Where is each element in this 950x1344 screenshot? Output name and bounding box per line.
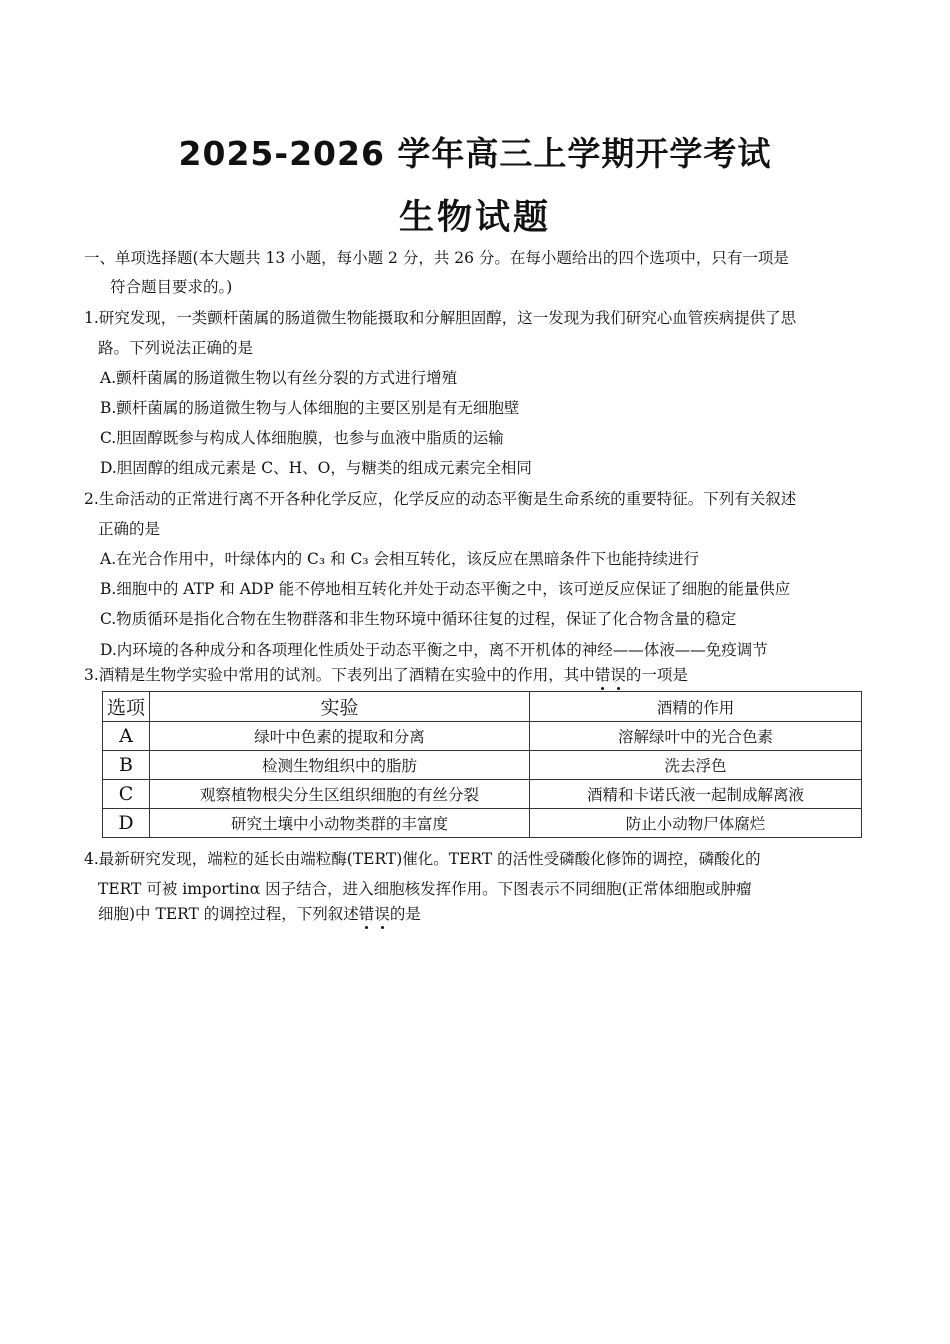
table-row	[103, 780, 862, 809]
q2-option-a: A.在光合作用中，叶绿体内的 C₃ 和 C₃ 会相互转化，该反应在黑暗条件下也能持续进行	[100, 550, 699, 568]
table-cell: 防止小动物尸体腐烂	[530, 809, 862, 838]
table-row	[103, 722, 862, 751]
table-cell: 酒精和卡诺氏液一起制成解离液	[530, 780, 862, 809]
q2-stem-line1: 2.生命活动的正常进行离不开各种化学反应，化学反应的动态平衡是生命系统的重要特征。下列有关叙述	[84, 490, 797, 508]
q4-stem-line2: TERT 可被 importinα 因子结合，进入细胞核发挥作用。下图表示不同细胞(正常体细胞或肿瘤	[98, 880, 752, 898]
table-cell: 溶解绿叶中的光合色素	[530, 722, 862, 751]
table-row	[103, 751, 862, 780]
table-header-cell: 选项	[103, 692, 150, 722]
q1-option-d: D.胆固醇的组成元素是 C、H、O，与糖类的组成元素完全相同	[100, 459, 532, 477]
table-cell: 检测生物组织中的脂肪	[149, 751, 529, 780]
q3-stem-prefix: 3.酒精是生物学实验中常用的试剂。下表列出了酒精在实验中的作用，其中	[84, 666, 595, 684]
table-header-cell: 酒精的作用	[530, 692, 862, 722]
table-cell: 洗去浮色	[530, 751, 862, 780]
q4-stem-suffix: 的是	[389, 905, 421, 923]
q4-stem-line3	[98, 904, 421, 924]
q1-option-c: C.胆固醇既参与构成人体细胞膜，也参与血液中脂质的运输	[100, 429, 504, 447]
table-header-row	[103, 692, 862, 722]
exam-title: 2025-2026 学年高三上学期开学考试	[178, 134, 772, 173]
subject-title: 生物试题	[398, 198, 551, 238]
q3-stem-suffix: 的一项是	[625, 666, 688, 684]
q4-stem-line1: 4.最新研究发现，端粒的延长由端粒酶(TERT)催化。TERT 的活性受磷酸化修饰的调控，磷酸化的	[84, 850, 761, 868]
table-cell: 绿叶中色素的提取和分离	[149, 722, 529, 751]
q3-emphasis-char: 错	[594, 666, 611, 684]
q4-emphasis-char: 错	[358, 905, 375, 923]
q2-option-b: B.细胞中的 ATP 和 ADP 能不停地相互转化并处于动态平衡之中，该可逆反应保证了细胞的能量供应	[100, 580, 791, 598]
table-cell: A	[103, 722, 150, 751]
q1-option-a: A.颤杆菌属的肠道微生物以有丝分裂的方式进行增殖	[100, 369, 458, 387]
table-row	[103, 809, 862, 838]
q1-stem-line2: 路。下列说法正确的是	[98, 339, 254, 357]
table-cell: B	[103, 751, 150, 780]
q1-option-b: B.颤杆菌属的肠道微生物与人体细胞的主要区别是有无细胞壁	[100, 399, 520, 417]
table-header-cell: 实验	[149, 692, 529, 722]
section-instruction-line1: 一、单项选择题(本大题共 13 小题，每小题 2 分，共 26 分。在每小题给出的四个选项中，只有一项是	[84, 249, 789, 267]
q4-stem-prefix: 细胞)中 TERT 的调控过程，下列叙述	[98, 905, 359, 923]
table-cell: 研究土壤中小动物类群的丰富度	[149, 809, 529, 838]
table-cell: D	[103, 809, 150, 838]
q1-stem-line1: 1.研究发现，一类颤杆菌属的肠道微生物能摄取和分解胆固醇，这一发现为我们研究心血管疾病提供了思	[84, 309, 797, 327]
q4-emphasis-char: 误	[374, 905, 390, 923]
q2-option-d: D.内环境的各种成分和各项理化性质处于动态平衡之中，离不开机体的神经——体液——免疫调节	[100, 641, 768, 659]
q3-stem	[84, 665, 688, 685]
q2-stem-line2: 正确的是	[98, 520, 161, 538]
table-cell: C	[103, 780, 150, 809]
q3-table	[102, 691, 862, 838]
q3-emphasis-char: 误	[610, 666, 626, 684]
table-cell: 观察植物根尖分生区组织细胞的有丝分裂	[149, 780, 529, 809]
q2-option-c: C.物质循环是指化合物在生物群落和非生物环境中循环往复的过程，保证了化合物含量的稳定	[100, 610, 737, 628]
section-instruction-line2: 符合题目要求的。)	[110, 278, 233, 296]
